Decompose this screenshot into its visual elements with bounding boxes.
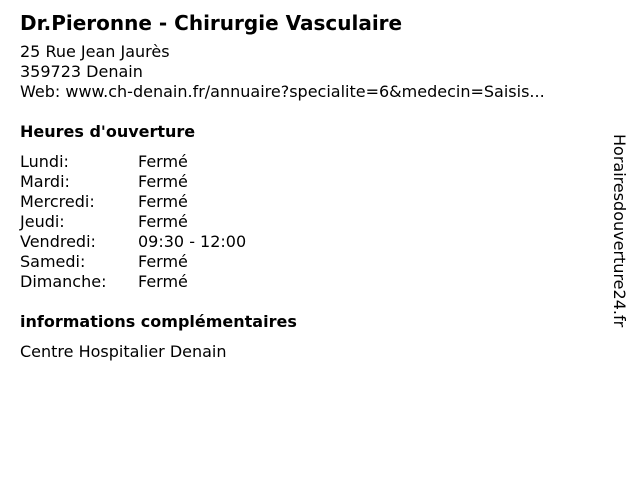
- day-label: Dimanche:: [20, 272, 107, 291]
- listing-card: [20, 10, 600, 362]
- address-block: [20, 42, 600, 102]
- hours-value: Fermé: [138, 212, 188, 231]
- hours-row-friday: [20, 232, 600, 252]
- day-label: Mardi:: [20, 172, 70, 191]
- hours-value: Fermé: [138, 172, 188, 191]
- hours-row-saturday: [20, 252, 600, 272]
- day-label: Mercredi:: [20, 192, 95, 211]
- hours-row-tuesday: [20, 172, 600, 192]
- address-city: 359723 Denain: [20, 62, 143, 81]
- hours-value: Fermé: [138, 192, 188, 211]
- hours-row-monday: [20, 152, 600, 172]
- day-label: Jeudi:: [20, 212, 65, 231]
- address-street: 25 Rue Jean Jaurès: [20, 42, 170, 61]
- info-text: Centre Hospitalier Denain: [20, 342, 227, 361]
- day-label: Samedi:: [20, 252, 86, 271]
- hours-value: Fermé: [138, 152, 188, 171]
- day-label: Lundi:: [20, 152, 69, 171]
- hours-value: Fermé: [138, 272, 188, 291]
- site-watermark: Horairesdouverture24.fr: [610, 134, 629, 328]
- hours-heading: Heures d'ouverture: [20, 122, 196, 141]
- page-title: Dr.Pieronne - Chirurgie Vasculaire: [20, 11, 403, 35]
- hours-value: 09:30 - 12:00: [138, 232, 247, 251]
- website-link[interactable]: Web: www.ch-denain.fr/annuaire?specialite=6&medecin=Saisis...: [20, 82, 545, 101]
- hours-value: Fermé: [138, 252, 188, 271]
- info-heading: informations complémentaires: [20, 312, 297, 331]
- hours-row-thursday: [20, 212, 600, 232]
- hours-row-sunday: [20, 272, 600, 292]
- hours-list: [20, 152, 600, 292]
- day-label: Vendredi:: [20, 232, 96, 251]
- hours-row-wednesday: [20, 192, 600, 212]
